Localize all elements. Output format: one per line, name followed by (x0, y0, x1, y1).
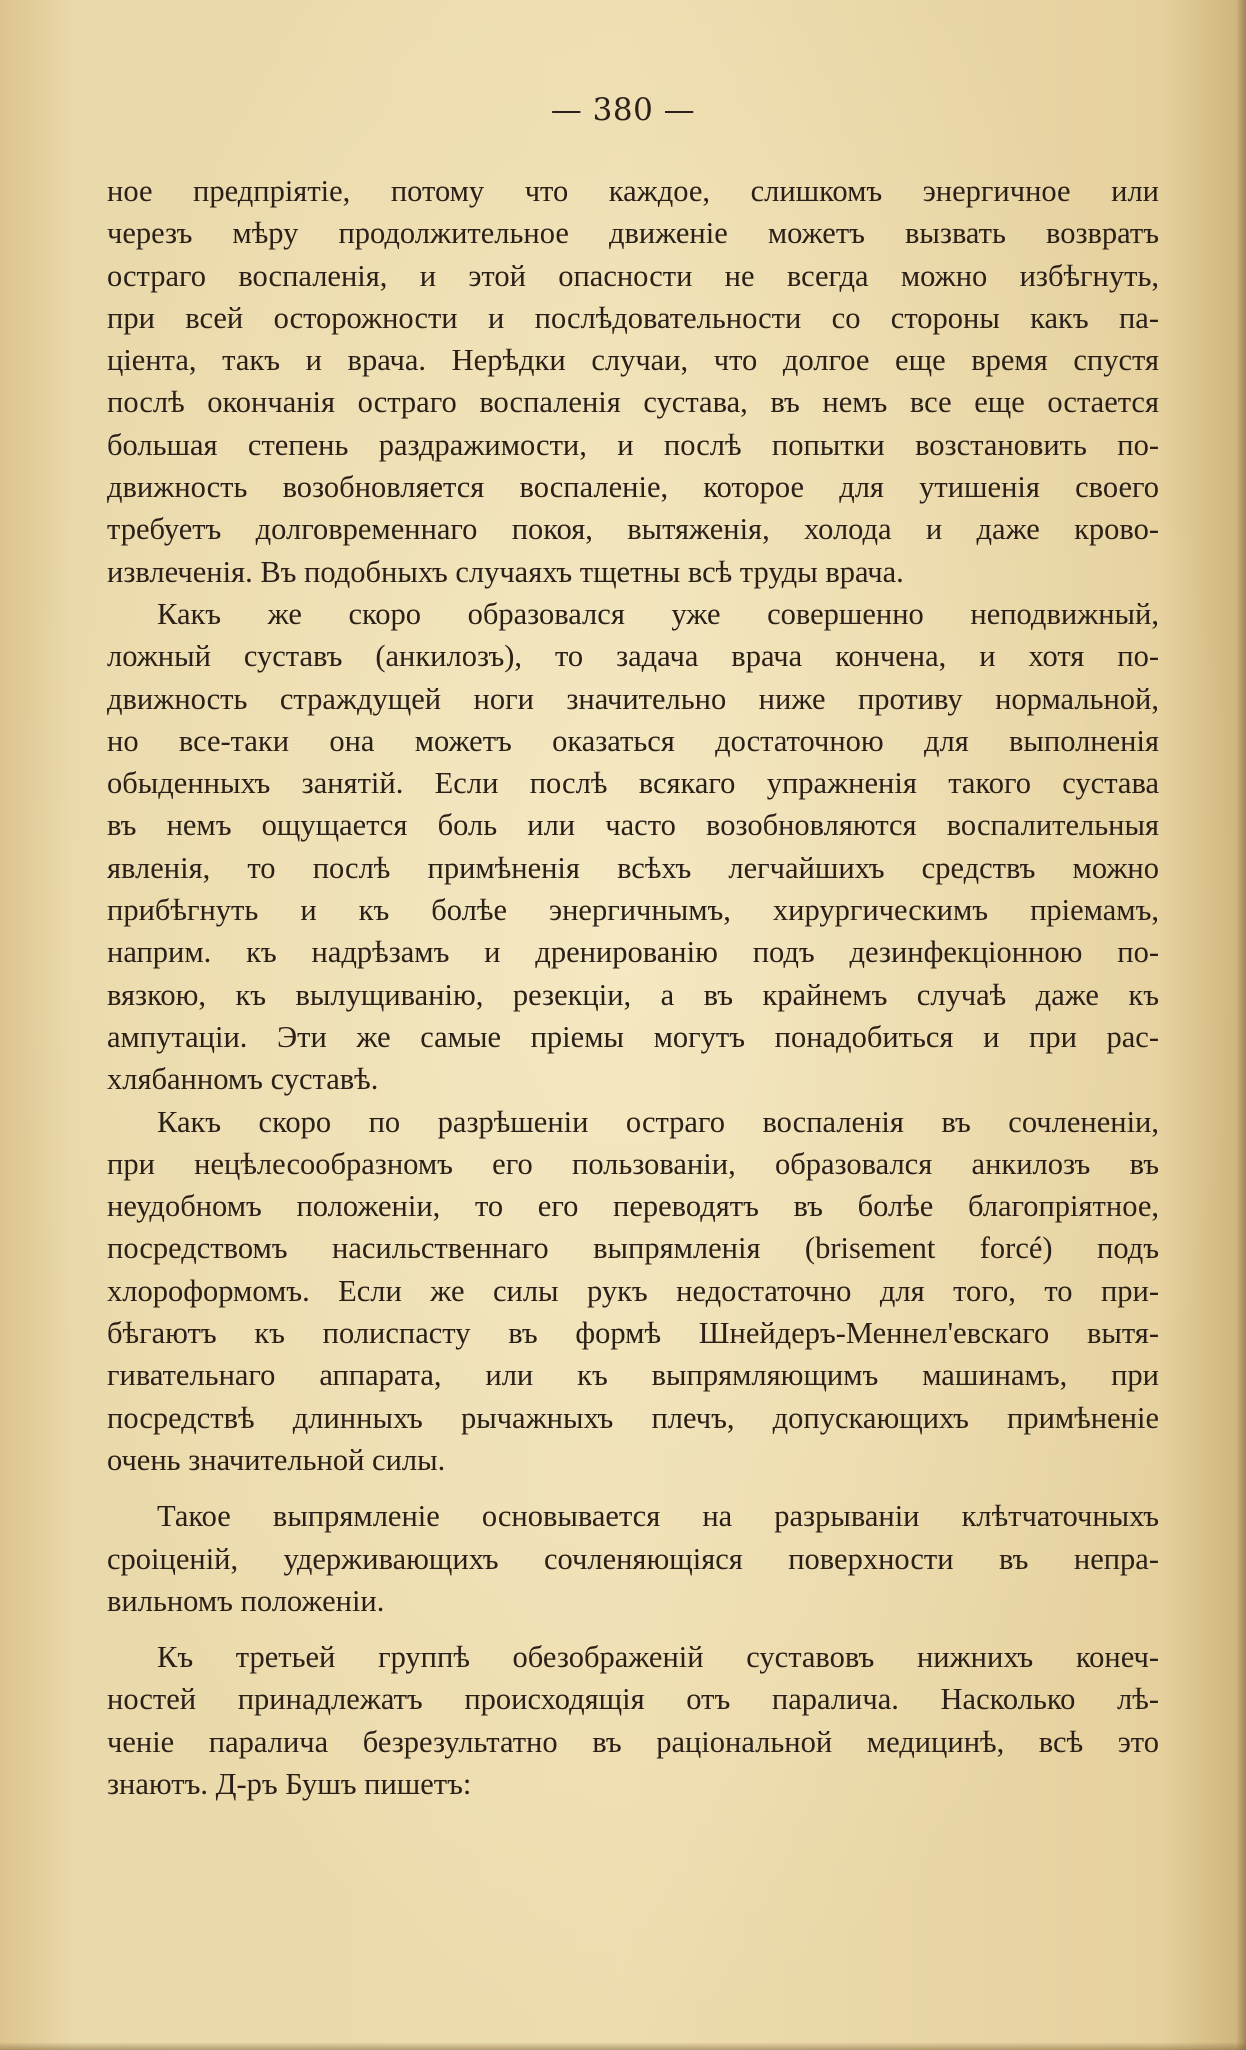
text-line: явленія, то послѣ примѣненія всѣхъ легчайшихъ средствъ можно (107, 850, 1159, 885)
text-line: движность страждущей ноги значительно ниже противу нормальной, (107, 681, 1159, 716)
text-line: ложный суставъ (анкилозъ), то задача врача кончена, и хотя по- (107, 639, 1159, 674)
text-line: ное предпріятіе, потому что каждое, слишкомъ энергичное или (107, 174, 1159, 208)
text-line: обыденныхъ занятій. Если послѣ всякаго упражненія такого сустава (107, 766, 1159, 801)
text-line: послѣ окончанія остраго воспаленія сустава, въ немъ все еще остается (107, 385, 1159, 420)
text-line: Какъ же скоро образовался уже совершенно неподвижный, (157, 596, 1159, 631)
text-line: при нецѣлесообразномъ его пользованіи, образовался анкилозъ въ (107, 1146, 1159, 1181)
paragraph (107, 1101, 1159, 1482)
text-line: требуетъ долговременнаго покоя, вытяженія, холода и даже крово- (107, 512, 1159, 547)
text-line: ностей принадлежатъ происходящія отъ паралича. Насколько лѣ- (107, 1682, 1159, 1717)
text-line: очень значительной силы. (107, 1442, 446, 1477)
page-bottom-shadow (0, 2042, 1246, 2050)
text-line: прибѣгнуть и къ болѣе энергичнымъ, хирургическимъ пріемамъ, (107, 893, 1159, 928)
text-line: ціента, такъ и врача. Нерѣдки случаи, что долгое еще время спустя (107, 343, 1159, 378)
text-line: Такое выпрямленіе основывается на разрываніи клѣтчаточныхъ (157, 1499, 1159, 1534)
text-line: Какъ скоро по разрѣшеніи остраго воспаленія въ сочлененіи, (157, 1104, 1159, 1139)
text-line: но все-таки она можетъ оказаться достаточною для выполненія (107, 723, 1159, 758)
text-line: гивательнаго аппарата, или къ выпрямляющимъ машинамъ, при (107, 1358, 1159, 1393)
text-line: наприм. къ надрѣзамъ и дренированію подъ дезинфекціонною по- (107, 935, 1159, 970)
text-line: сроіценій, удерживающихъ сочленяющіяся поверхности въ непра- (107, 1541, 1159, 1576)
text-line: большая степень раздражимости, и послѣ попытки возстановить по- (107, 427, 1159, 462)
text-line: посредствомъ насильственнаго выпрямленія (brisement forcé) подъ (107, 1231, 1159, 1266)
text-line: въ немъ ощущается боль или часто возобновляются воспалительныя (107, 808, 1159, 843)
text-line: посредствѣ длинныхъ рычажныхъ плечъ, допускающихъ примѣненіе (107, 1400, 1159, 1435)
body-text (107, 170, 1159, 1805)
text-line: извлеченія. Въ подобныхъ случаяхъ тщетны всѣ труды врача. (107, 554, 904, 589)
text-line: вильномъ положеніи. (107, 1583, 385, 1618)
paragraph-spacer (107, 1622, 1159, 1636)
paragraph (107, 593, 1159, 1101)
text-line: движность возобновляется воспаленіе, которое для утишенія своего (107, 470, 1159, 505)
paragraph (107, 1636, 1159, 1805)
text-line: при всей осторожности и послѣдовательности со стороны какъ па- (107, 300, 1159, 335)
paragraph (107, 1495, 1159, 1622)
page-number: — 380 — (550, 92, 696, 128)
text-line: неудобномъ положеніи, то его переводятъ въ болѣе благопріятное, (107, 1189, 1159, 1224)
paragraph-spacer (107, 1481, 1159, 1495)
paragraph (107, 170, 1159, 593)
text-line: ампутаціи. Эти же самые пріемы могутъ понадобиться и при рас- (107, 1019, 1159, 1054)
text-line: знаютъ. Д-ръ Бушъ пишетъ: (107, 1766, 472, 1801)
page-edge-shadow (1236, 0, 1246, 2050)
text-line: черезъ мѣру продолжительное движеніе можетъ вызвать возвратъ (107, 216, 1159, 251)
text-line: хлороформомъ. Если же силы рукъ недостаточно для того, то при- (107, 1273, 1159, 1308)
text-line: ченіе паралича безрезультатно въ раціональной медицинѣ, всѣ это (107, 1724, 1159, 1759)
text-line: остраго воспаленія, и этой опасности не всегда можно избѣгнуть, (107, 258, 1159, 293)
text-line: хлябанномъ суставѣ. (107, 1062, 379, 1097)
text-line: вязкою, къ вылущиванію, резекціи, а въ крайнемъ случаѣ даже къ (107, 977, 1159, 1012)
text-line: Къ третьей группѣ обезображеній суставовъ нижнихъ конеч- (157, 1640, 1159, 1675)
text-line: бѣгаютъ къ полиспасту въ формѣ Шнейдеръ-Меннел'евскаго вытя- (107, 1316, 1159, 1351)
